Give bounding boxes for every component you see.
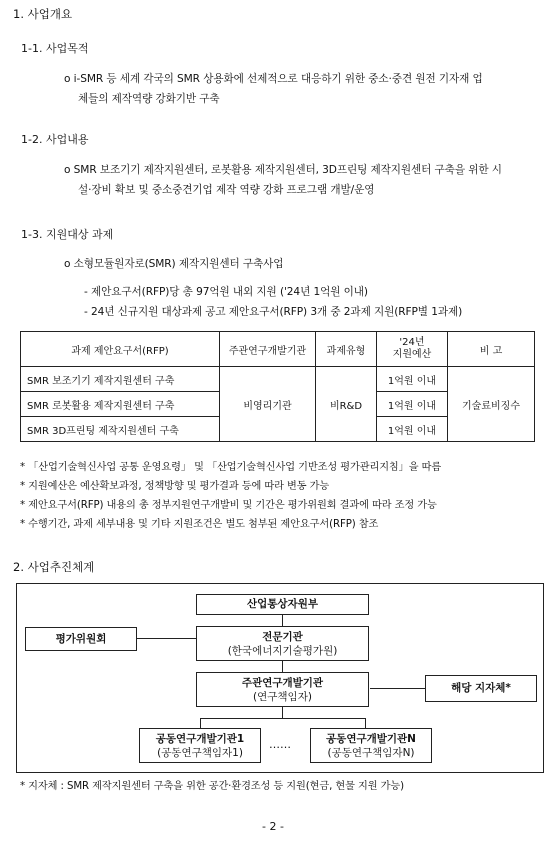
subsection-1-3-title: 1-3. 지원대상 과제 xyxy=(21,228,114,241)
ministry-box xyxy=(196,594,369,615)
local-gov-label: 해당 지자체* xyxy=(451,682,511,694)
note-cell: 기술료비징수 xyxy=(448,367,535,442)
section1-title: 1. 사업개요 xyxy=(13,7,73,21)
row-budget: 1억원 이내 xyxy=(377,367,448,392)
connector xyxy=(282,660,283,672)
agency-sub: (한국에너지기술평가원) xyxy=(227,645,338,657)
row-budget: 1억원 이내 xyxy=(377,392,448,417)
target-dash-2: - 24년 신규지원 대상과제 공고 제안요구서(RFP) 3개 중 2과제 지원(RFP별 1과제) xyxy=(84,306,463,318)
co-org-1-label: 공동연구개발기관1 xyxy=(155,733,245,745)
committee-box xyxy=(25,627,137,651)
row-rfp: SMR 보조기기 제작지원센터 구축 xyxy=(21,367,220,392)
rfp-table xyxy=(20,331,535,442)
header-type: 과제유형 xyxy=(316,332,377,367)
content-line-2: 설·장비 확보 및 중소중견기업 제작 역량 강화 프로그램 개발/운영 xyxy=(78,184,375,196)
purpose-line-2: 체들의 제작역량 강화기반 구축 xyxy=(78,93,220,105)
connector xyxy=(200,718,365,719)
co-org-1-box xyxy=(139,728,261,763)
co-org-n-label: 공동연구개발기관N xyxy=(326,733,416,745)
subsection-1-1-title: 1-1. 사업목적 xyxy=(21,42,89,55)
agency-label: 전문기관 xyxy=(262,631,303,643)
lead-org-sub: (연구책임자) xyxy=(253,691,312,703)
page-number: - 2 - xyxy=(262,820,284,833)
header-org: 주관연구개발기관 xyxy=(220,332,316,367)
header-budget-year: '24년 xyxy=(399,337,425,348)
lead-org-box xyxy=(196,672,369,707)
connector xyxy=(137,638,197,639)
row-rfp: SMR 3D프린팅 제작지원센터 구축 xyxy=(21,417,220,442)
org-cell: 비영리기관 xyxy=(220,367,316,442)
type-cell: 비R&D xyxy=(316,367,377,442)
purpose-line-1: o i-SMR 등 세계 각국의 SMR 상용화에 선제적으로 대응하기 위한 중소·중견 원전 기자재 업 xyxy=(64,73,483,85)
local-gov-footnote: * 지자체 : SMR 제작지원센터 구축을 위한 공간·환경조성 등 지원(현금, 현물 지원 가능) xyxy=(20,781,405,792)
target-item: o 소형모듈원자로(SMR) 제작지원센터 구축사업 xyxy=(64,258,284,270)
ellipsis: …… xyxy=(269,738,291,751)
committee-label: 평가위원회 xyxy=(55,633,107,645)
content-line-1: o SMR 보조기기 제작지원센터, 로봇활용 제작지원센터, 3D프린팅 제작지원센터 구축을 위한 시 xyxy=(64,164,502,176)
header-rfp: 과제 제안요구서(RFP) xyxy=(21,332,220,367)
header-budget-label: 지원예산 xyxy=(392,349,432,360)
note-1: * 「산업기술혁신사업 공통 운영요령」 및 「산업기술혁신사업 기반조성 평가관리지침」을 따름 xyxy=(20,462,442,473)
subsection-1-2-title: 1-2. 사업내용 xyxy=(21,133,89,146)
table-header-row xyxy=(21,332,535,367)
ministry-label: 산업통상자원부 xyxy=(246,598,318,610)
note-4: * 수행기간, 과제 세부내용 및 기타 지원조건은 별도 첨부된 제안요구서(RFP) 참조 xyxy=(20,519,379,530)
connector xyxy=(282,614,283,626)
note-2: * 지원예산은 예산확보과정, 정책방향 및 평가결과 등에 따라 변동 가능 xyxy=(20,481,330,492)
local-gov-box xyxy=(425,675,537,702)
target-dash-1: - 제안요구서(RFP)당 총 97억원 내외 지원 ('24년 1억원 이내) xyxy=(84,286,368,298)
connector xyxy=(370,688,425,689)
connector xyxy=(200,718,201,728)
row-rfp: SMR 로봇활용 제작지원센터 구축 xyxy=(21,392,220,417)
section2-title: 2. 사업추진체계 xyxy=(13,560,95,574)
note-3: * 제안요구서(RFP) 내용의 총 정부지원연구개발비 및 기간은 평가위원회 결과에 따라 조정 가능 xyxy=(20,500,437,511)
agency-box xyxy=(196,626,369,661)
header-budget xyxy=(377,332,448,367)
lead-org-label: 주관연구개발기관 xyxy=(241,677,324,689)
table-row xyxy=(21,367,535,392)
co-org-n-box xyxy=(310,728,432,763)
connector xyxy=(282,706,283,718)
co-org-1-sub: (공동연구책임자1) xyxy=(157,747,243,759)
header-note: 비 고 xyxy=(448,332,535,367)
row-budget: 1억원 이내 xyxy=(377,417,448,442)
co-org-n-sub: (공동연구책임자N) xyxy=(327,747,415,759)
connector xyxy=(365,718,366,728)
